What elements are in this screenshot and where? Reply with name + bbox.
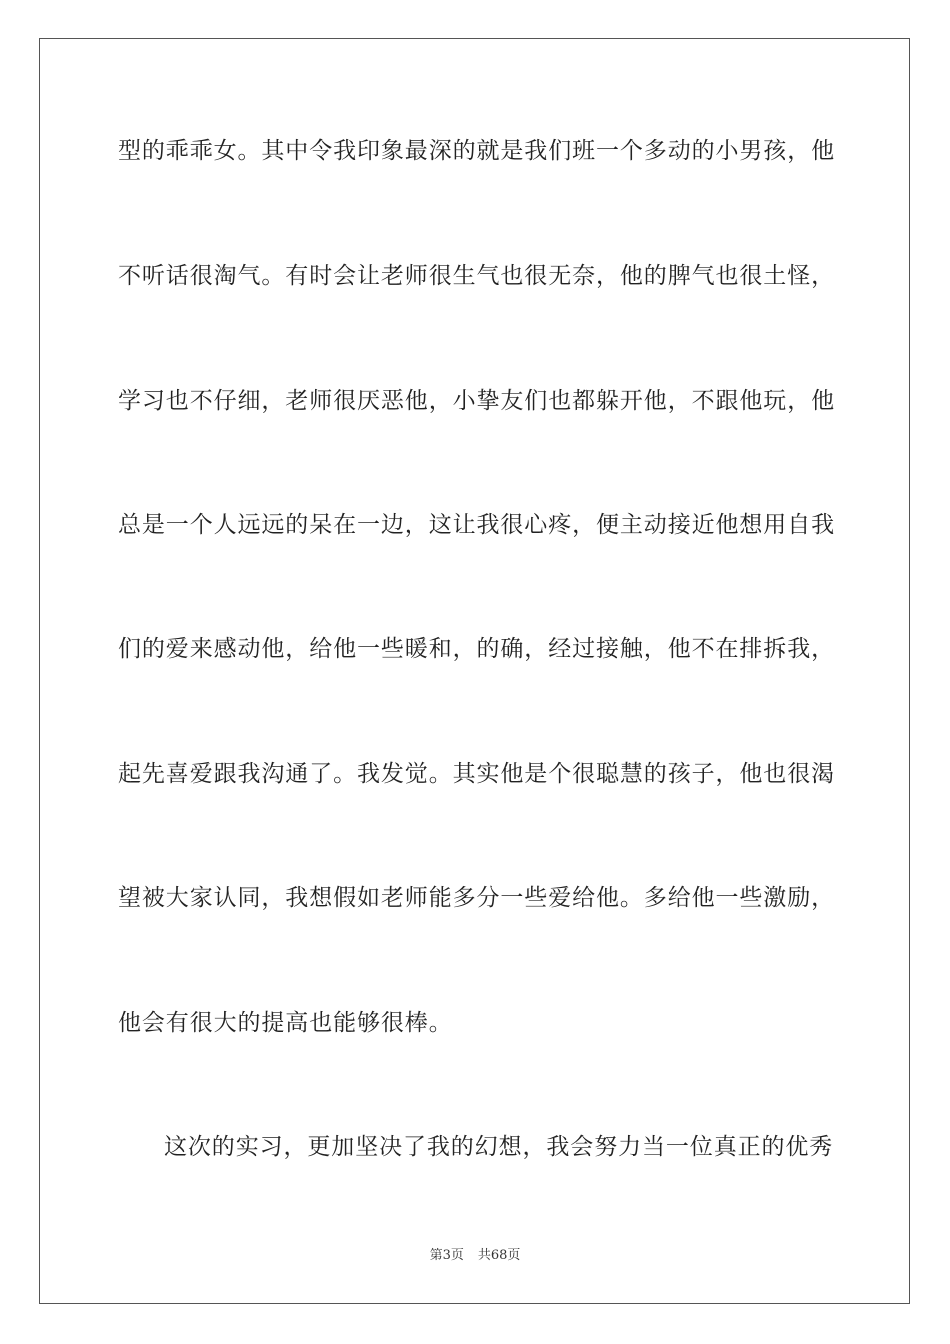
- body-text-line: 他会有很大的提高也能够很棒。: [118, 1010, 453, 1036]
- body-text-line: 起先喜爱跟我沟通了。我发觉。其实他是个很聪慧的孩子，他也很渴: [118, 761, 835, 787]
- total-pages: 共68页: [477, 1248, 521, 1263]
- body-text-line: 们的爱来感动他，给他一些暖和，的确，经过接触，他不在排拆我，: [118, 636, 835, 662]
- body-text-line: 望被大家认同，我想假如老师能多分一些爱给他。多给他一些激励，: [118, 885, 835, 911]
- body-text-line: 学习也不仔细，老师很厌恶他，小挚友们也都躲开他，不跟他玩，他: [118, 388, 835, 414]
- body-text-line: 型的乖乖女。其中令我印象最深的就是我们班一个多动的小男孩，他: [118, 138, 835, 164]
- paragraph-start-line: 这次的实习，更加坚决了我的幻想，我会努力当一位真正的优秀: [164, 1134, 834, 1160]
- page-footer: [0, 1247, 950, 1265]
- page-number: 第3页: [429, 1248, 464, 1263]
- page-border: [39, 38, 910, 1304]
- body-text-line: 不听话很淘气。有时会让老师很生气也很无奈，他的脾气也很土怪，: [118, 263, 835, 289]
- body-text-line: 总是一个人远远的呆在一边，这让我很心疼，便主动接近他想用自我: [118, 512, 835, 538]
